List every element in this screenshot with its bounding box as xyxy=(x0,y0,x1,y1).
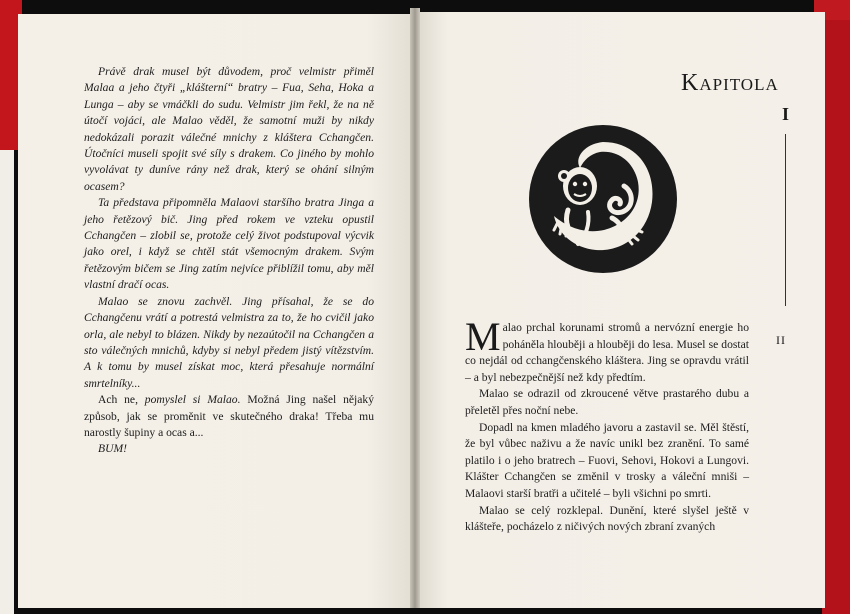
drop-cap: M xyxy=(465,314,501,359)
chapter-label: Kapitola xyxy=(681,70,779,96)
left-paragraph-italic: pomyslel si Malao. xyxy=(144,393,241,407)
left-paragraph: Malao se znovu zachvěl. Jing přísahal, že se do Cchangčenu vrátí a potrestá velmistra za to, že ho cvičil jako orla, ale nebyl to blázen. Nikdy by nezaútočil na Cchangčen a sto válečných mnichů, kdyby si nebyl předem jistý vítězstvím. A k tomu by musel získat moc, která přesahuje normální smrtelníky... xyxy=(84,294,374,390)
right-paragraph: Malao se odrazil od zkroucené větve prastarého dubu a přeletěl přes noční nebe. xyxy=(465,387,749,417)
side-number: II xyxy=(776,333,786,347)
left-paragraph-mixed xyxy=(84,392,374,441)
right-paragraph: Dopadl na kmen mladého javoru a zastavil se. Měl štěstí, že byl vůbec naživu a že navíc unikl bez zranění. To samé platilo i o jeho bratrech – Fuovi, Sehovi, Hokovi a Lungovi. Klášter Cchangčen se změnil v trosky a váleční mniši – Malaovi starší bratři a učitelé – byli všichni po smrti. xyxy=(465,420,749,500)
right-page-text xyxy=(465,314,749,536)
monkey-emblem-icon xyxy=(528,124,678,274)
opening-text: alao prchal korunami stromů a nervózní energie ho poháněla hlouběji a hlouběji do lesa. Musel se dostat co nejdál od cchangčenského kláštera. Jing se opravdu vrátil – a byl nebezpečnější než kdy předtím. xyxy=(465,321,749,384)
cover-edge-right xyxy=(822,0,850,614)
opening-paragraph xyxy=(465,314,749,386)
left-paragraph: Ta představa připomněla Malaovi staršího bratra Jinga a jeho řetězový bič. Jing před rokem ve vzteku opustil Cchangčen – zlobil se, protože celý život podstupoval výcvik jako orel, i když se chtěl stát všemocným drakem. Svým řetězovým bičem se Jing zatím nejvíce přiblížil tomu, aby měl vlastní dračí ocas. xyxy=(84,196,374,292)
left-paragraph-post: Možná Jing našel nějaký způsob, jak se proměnit ve skutečného draka! Třeba mu narostly šupiny a ocas a... xyxy=(84,393,374,439)
book-gutter xyxy=(410,8,420,608)
cover-edge-left-lower xyxy=(0,150,14,614)
chapter-divider-line xyxy=(785,134,786,306)
left-paragraph-bum: BUM! xyxy=(98,442,127,456)
left-paragraph: Právě drak musel být důvodem, proč velmistr přiměl Malaa a jeho čtyři „klášterní“ bratry – Fua, Seha, Hoka a Lunga – aby se vmáčkli do sudu. Velmistr jim řekl, že na ně útočí vojáci, ale Malao věděl, že samotní muži by nikdy nedokázali porazit válečné mnichy z kláštera Cchangčen. Útočníci museli spojit své síly s drakem. Co jiného by mohlo vyvolávat ty duníve rány než drak, který se ohání silným ocasem? xyxy=(84,65,374,193)
left-page-text xyxy=(84,64,374,458)
left-paragraph-pre: Ach ne, xyxy=(98,393,145,407)
right-paragraph: Malao se celý rozklepal. Dunění, které slyšel ještě v klášteře, pocházelo z ničivých nových zbraní zvaných xyxy=(465,503,749,534)
chapter-number: I xyxy=(782,104,790,124)
